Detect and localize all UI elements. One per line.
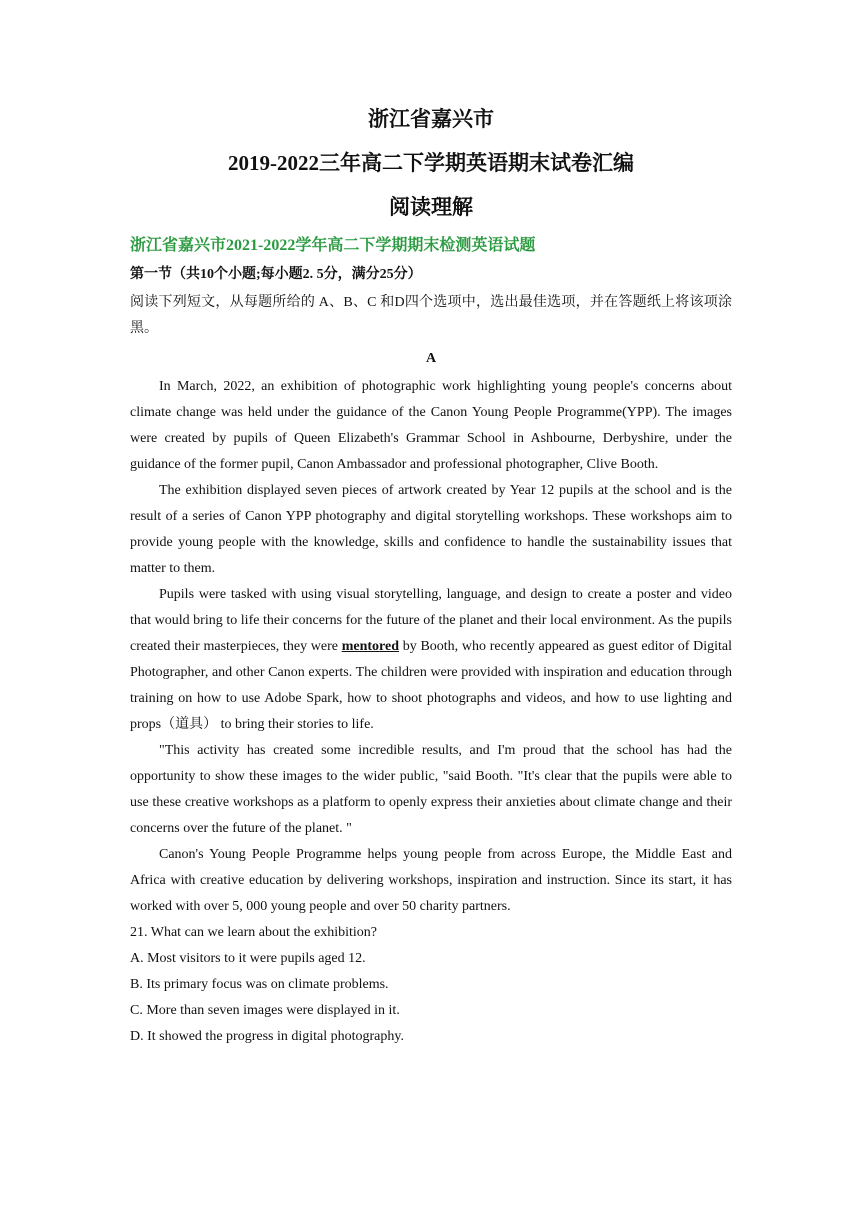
document-content bbox=[130, 104, 732, 1050]
question-stem: 21. What can we learn about the exhibition? bbox=[130, 925, 377, 940]
paragraph-3-text-after: by Booth, who recently appeared as guest editor of Digital Photographer, and other Canon experts. The children were provided with inspiration and education through training on how to use Adobe Spark, how to shoot photographs and videos, and how to use lighting and props（道具） to bring their stories to life. bbox=[130, 639, 732, 732]
passage-letter: A bbox=[425, 351, 437, 366]
passage-paragraph-3 bbox=[130, 582, 732, 738]
doc-title-topic: 阅读理解 bbox=[389, 195, 473, 219]
paragraph-3-text-before: Pupils were tasked with using visual storytelling, language, and design to create a poster and video that would bring to life their concerns for the future of the planet and their local environment. As the pupils created their masterpieces, they were bbox=[130, 587, 732, 654]
passage-paragraph-1: In March, 2022, an exhibition of photographic work highlighting young people's concerns about climate change was held under the guidance of the Canon Young People Programme(YPP). The images were created by pupils of Queen Elizabeth's Grammar School in Ashbourne, Derbyshire, under the guidance of the former pupil, Canon Ambassador and professional photographer, Clive Booth. bbox=[130, 379, 732, 472]
doc-title-main: 2019-2022三年高二下学期英语期末试卷汇编 bbox=[228, 151, 634, 175]
part-heading: 第一节（共10个小题;每小题2. 5分，满分25分） bbox=[130, 267, 422, 282]
option-a: A. Most visitors to it were pupils aged 12. bbox=[130, 951, 366, 966]
option-c: C. More than seven images were displayed in it. bbox=[130, 1003, 400, 1018]
passage-paragraph-2: The exhibition displayed seven pieces of artwork created by Year 12 pupils at the school and is the result of a series of Canon YPP photography and digital storytelling workshops. These workshops aim to provide young people with the knowledge, skills and confidence to handle the sustainability issues that matter to them. bbox=[130, 483, 732, 576]
instructions: 阅读下列短文，从每题所给的 A、B、C 和D四个选项中，选出最佳选项，并在答题纸上将该项涂黑。 bbox=[130, 295, 732, 336]
option-b: B. Its primary focus was on climate problems. bbox=[130, 977, 389, 992]
section-heading: 浙江省嘉兴市2021-2022学年高二下学期期末检测英语试题 bbox=[130, 237, 536, 254]
doc-title-region: 浙江省嘉兴市 bbox=[368, 107, 494, 131]
keyword-mentored: mentored bbox=[341, 639, 400, 654]
passage-paragraph-4: "This activity has created some incredible results, and I'm proud that the school has had the opportunity to show these images to the wider public, "said Booth. "It's clear that the pupils were able to use these creative workshops as a platform to openly express their anxieties about climate change and their concerns over the future of the planet. " bbox=[130, 743, 732, 836]
option-d: D. It showed the progress in digital photography. bbox=[130, 1029, 404, 1044]
passage-paragraph-5: Canon's Young People Programme helps young people from across Europe, the Middle East and Africa with creative education by delivering workshops, inspiration and instruction. Since its start, it has worked with over 5, 000 young people and over 50 charity partners. bbox=[130, 847, 732, 914]
